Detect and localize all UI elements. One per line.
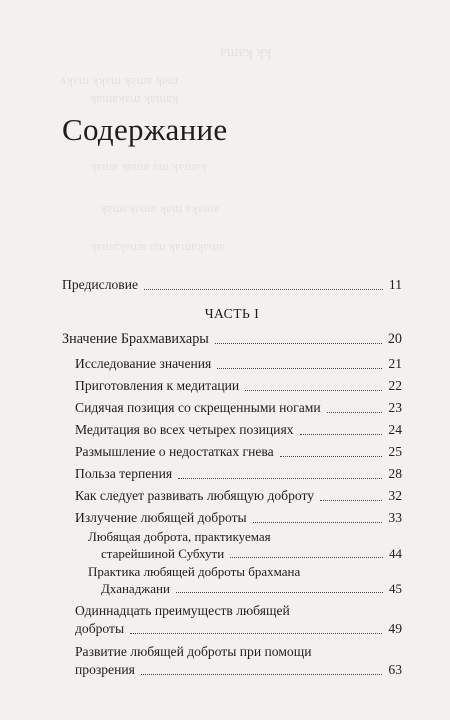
toc-entry-title: Размышление о недостатках гнева	[75, 444, 274, 459]
leader-dots	[320, 500, 382, 501]
toc-entry-title-line1: Практика любящей доброты брахмана	[88, 564, 301, 579]
leader-dots	[178, 478, 382, 479]
toc-page-number: 28	[388, 466, 402, 481]
toc-entry-title: Приготовления к медитации	[75, 378, 240, 393]
toc-page-number: 33	[388, 510, 402, 525]
toc-entry-title-line2: прозрения	[75, 662, 135, 677]
leader-dots	[230, 557, 383, 558]
leader-dots	[245, 390, 382, 391]
toc-page-number: 22	[388, 378, 402, 393]
toc-entry-title-line2: Дханаджани	[101, 581, 170, 596]
toc-page-number: 25	[388, 444, 402, 459]
leader-dots	[253, 522, 383, 523]
toc-page-number: 23	[388, 400, 402, 415]
toc-entry-insight[interactable]	[75, 643, 402, 679]
toc-page-number: 45	[389, 581, 402, 596]
toc-page-number: 24	[388, 422, 402, 437]
toc-entry-title: Значение Брахмавихары	[62, 331, 209, 347]
toc-page-number: 11	[388, 277, 402, 292]
toc-page-number: 44	[389, 546, 402, 561]
toc-entry-preface[interactable]	[62, 276, 402, 294]
toc-entry-title: Излучение любящей доброты	[75, 510, 247, 525]
toc-entry-title-line1: Развитие любящей доброты при помощи	[75, 644, 312, 659]
leader-dots	[130, 633, 382, 634]
toc-entry-title: Сидячая позиция со скрещенными ногами	[75, 400, 321, 415]
book-page: ɐɯɐʞ ʞʞ ʎʞɐɯ ʞʞɐɯ ʞɐɯɐ ʞɐɯ ʞɐɯɐʞɐɯ ʞɐɯɐʞ ʞɐɯɐ ʞɐɯɐ ɐɯ ʞɐɯɐʞ ʞɐɯɐʞɐɯɐ ʞɐɯ ɐʞɐɯɐ ʞɐɯɐʞɐɯɐ ɐɯ ʞɐɯɐʞɐɯɐ Содержание Предисловие 11 ЧАСТЬ I Значение Брахмавихары 20 Исследование значения 21 Приготовления к медитации 22 Сидячая позиция со скрещенными ногами 23 Медитация во всех четырех позициях 24 Размышление о недостатках гнева 25 Польза терпения 28 Как следует развивать любящую доброту 32 Излучение любящей доброты 33 Любящая доброта, практикуемая старейшиной Субхути 44 Практика любящей доброты брахмана Дханаджани 45 Одиннадцать преимуществ любящей доброты 49 Развитие любящей доброты при помощи прозрения 63	[60, 44, 402, 677]
toc-entry-study[interactable]	[75, 355, 402, 373]
toc-entry-preparation[interactable]	[75, 377, 402, 395]
toc-entry-title-line1: Любящая доброта, практикуемая	[88, 529, 271, 544]
part-label: ЧАСТЬ I	[204, 306, 260, 321]
toc-entry-title: Предисловие	[62, 277, 139, 292]
toc-entry-subhuti[interactable]	[88, 528, 402, 562]
leader-dots	[280, 456, 383, 457]
toc-page-number: 20	[387, 331, 402, 347]
toc-entry-title: Польза терпения	[75, 466, 173, 481]
toc-entry-eleven-benefits[interactable]	[75, 602, 402, 638]
toc-entry-brahmavihara[interactable]	[62, 330, 402, 348]
toc-entry-develop-kindness[interactable]	[75, 487, 402, 505]
toc-page-number: 21	[388, 356, 402, 371]
leader-dots	[215, 343, 382, 344]
toc-entry-radiating[interactable]	[75, 509, 402, 527]
leader-dots	[217, 368, 382, 369]
toc-entry-title-line1: Одиннадцать преимуществ любящей	[75, 603, 290, 618]
toc-entry-dhananjani[interactable]	[88, 563, 402, 597]
leader-dots	[300, 434, 383, 435]
toc-entry-patience[interactable]	[75, 465, 402, 483]
leader-dots	[327, 412, 383, 413]
leader-dots	[176, 592, 383, 593]
toc-entry-title: Как следует развивать любящую доброту	[75, 488, 315, 503]
leader-dots	[141, 674, 383, 675]
contents-heading: Содержание	[62, 112, 228, 147]
toc-entry-title: Медитация во всех четырех позициях	[75, 422, 294, 437]
toc-entry-sitting[interactable]	[75, 399, 402, 417]
toc-entry-four-postures[interactable]	[75, 421, 402, 439]
leader-dots	[144, 289, 383, 290]
toc-entry-title-line2: старейшиной Субхути	[101, 546, 225, 561]
toc-entry-anger[interactable]	[75, 443, 402, 461]
toc-entry-title: Исследование значения	[75, 356, 212, 371]
toc-page-number: 49	[388, 621, 402, 636]
toc-page-number: 32	[388, 488, 402, 503]
toc-page-number: 63	[388, 662, 402, 677]
toc-entry-title-line2: доброты	[75, 621, 125, 636]
